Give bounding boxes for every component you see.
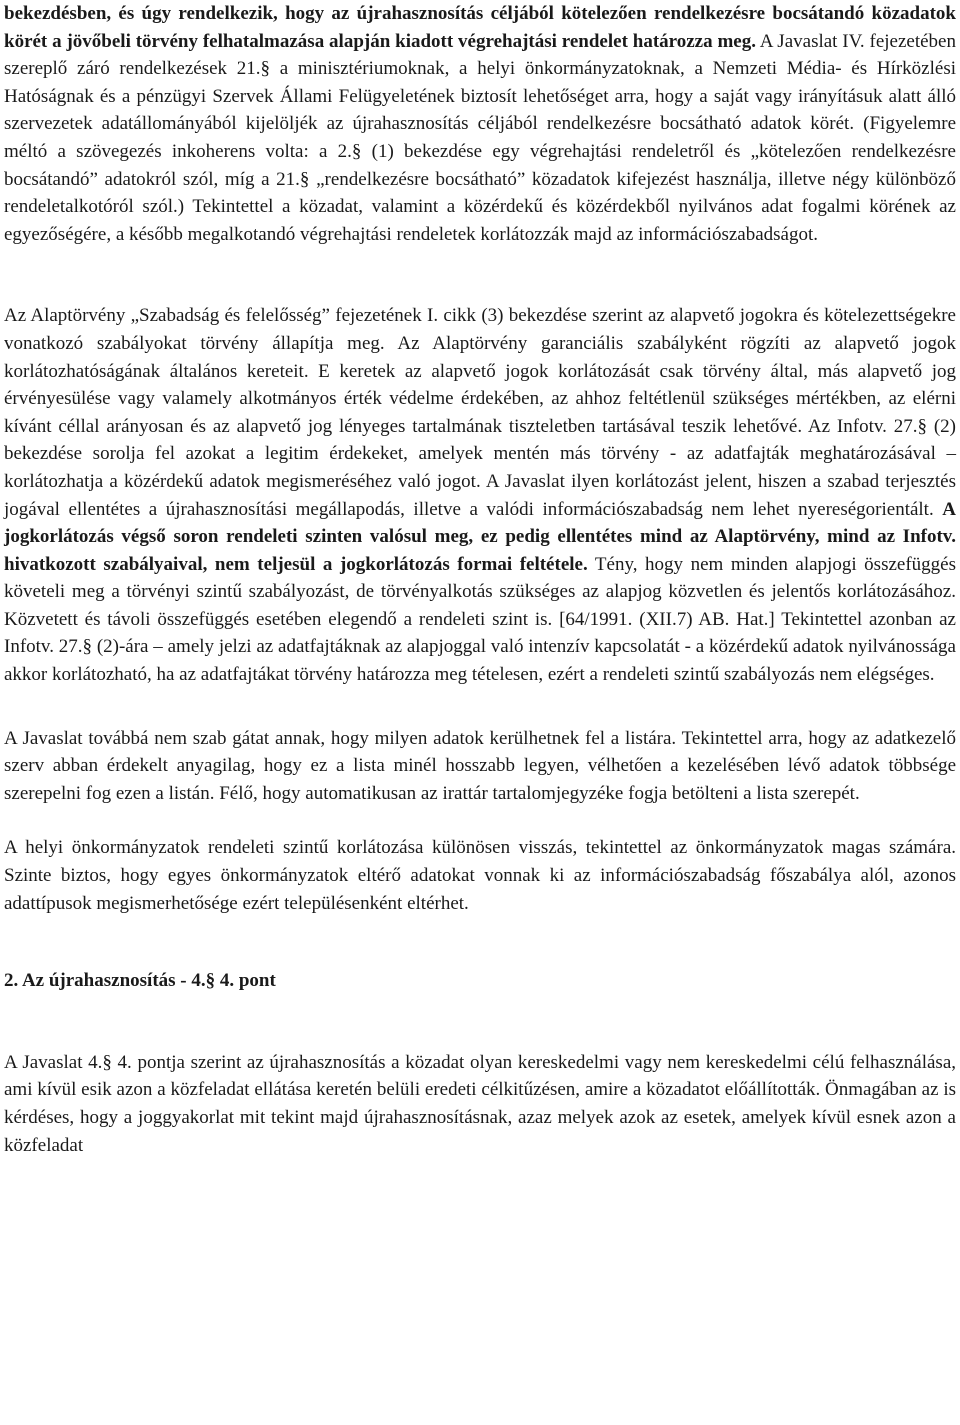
- paragraph-3: A Javaslat továbbá nem szab gátat annak, hogy milyen adatok kerülhetnek fel a listára. Tekintettel arra, hogy az adatkezelő szerv abban érdekelt anyagilag, hogy ez a lista minél hosszabb legyen, vélhetően a kezelésében lévő adatok többsége szerepelni fog ezen a listán. Félő, hogy automatikusan az irattár tartalomjegyzéke fogja betölteni a lista szerepét.: [4, 727, 956, 804]
- bold-intro-text: bekezdésben, és úgy rendelkezik, hogy az újrahasznosítás céljából kötelezően rendelkezésre bocsátandó közadatok körét a jövőbeli törvény felhatalmazása alapján kiadott végrehajtási rendelet határozza meg.: [4, 3, 956, 52]
- paragraph-5: A Javaslat 4.§ 4. pontja szerint az újrahasznosítás a közadat olyan kereskedelmi vagy nem kereskedelmi célú felhasználása, ami kívül esik azon a közfeladat ellátása keretén belüli eredeti célkitűzésen, amire a közadatot előállították. Önmagában az is kérdéses, hogy a joggyakorlat mit tekint majd újrahasznosításnak, azaz melyek azok az esetek, amelyek kívül esnek azon a közfeladat: [4, 1051, 956, 1156]
- spacer: [4, 917, 956, 967]
- bold-conclusion-text: A jogkorlátozás végső soron rendeleti szinten valósul meg, ez pedig ellentétes mind az Alaptörvény, mind az Infotv. hivatkozott szabályaival, nem teljesül a jogkorlátozás formai feltétele.: [4, 498, 956, 575]
- paragraph-4: A helyi önkormányzatok rendeleti szintű korlátozása különösen visszás, tekintettel az önkormányzatok magas számára. Szinte biztos, hogy egyes önkormányzatok eltérő adatokat vonnak ki az információszabadság főszabálya alól, azonos adattípusok megismerhetősége ezért településenként eltérhet.: [4, 837, 956, 914]
- spacer: [4, 995, 956, 1049]
- paragraph-1: [4, 0, 956, 248]
- spacer: [4, 689, 956, 725]
- paragraph-2: [4, 302, 956, 688]
- section-heading: 2. Az újrahasznosítás - 4.§ 4. pont: [4, 970, 276, 992]
- paragraph-1-text: A Javaslat IV. fejezetében szereplő záró rendelkezések 21.§ a minisztériumoknak, a helyi önkormányzatoknak, a Nemzeti Média- és Hírközlési Hatóságnak és a pénzügyi Szervek Állami Felügyeletének biztosít lehetőséget arra, hogy a saját vagy irányításuk alatt álló szervezetek adatállományából kijelöljék az újrahasznosítás céljából rendelkezésre bocsátható adatok körét. (Figyelemre méltó a szövegezés inkoherens volta: a 2.§ (1) bekezdése egy végrehajtási rendeletről és „kötelezően rendelkezésre bocsátandó” adatokról szól, míg a 21.§ „rendelkezésre bocsátható” közadatok kifejezést használja, illetve négy különböző rendeletalkotóról szól.) Tekintettel a közadat, valamint a közérdekű és közérdekből nyilvános adat fogalmi körének az egyezőségére, a később megalkotandó végrehajtási rendeletek korlátozzák majd az információszabadságot.: [4, 30, 956, 245]
- document-page: [4, 0, 956, 1159]
- paragraph-2-text: Az Alaptörvény „Szabadság és felelősség” fejezetének I. cikk (3) bekezdése szerint az alapvető jogokra és kötelezettségekre vonatkozó szabályokat törvény állapítja meg. Az Alaptörvény garanciális szabályként rögzíti az alapvető jogok korlátozhatóságának általános kereteit. E keretek az alapvető jogok korlátozását csak törvény által, más alapvető jog érvényesülése vagy valamely alkotmányos érték védelme érdekében, az ahhoz feltétlenül szükséges mértékben, az elérni kívánt céllal arányosan és az alapvető jog lényeges tartalmának tiszteletben tartásával teszik lehetővé. Az Infotv. 27.§ (2) bekezdése sorolja fel azokat a legitim érdekeket, amelyek mentén más törvény - az adatfajták meghatározásával – korlátozhatja a közérdekű adatok megismeréséhez való jogot. A Javaslat ilyen korlátozást jelent, hiszen a szabad terjesztés jogával ellentétes a újrahasznosítási megállapodás, illetve a valódi információszabadság nem lehet nyereségorientált.: [4, 305, 956, 520]
- spacer: [4, 807, 956, 834]
- spacer: [4, 248, 956, 302]
- paragraph-2-continuation: Tény, hogy nem minden alapjogi összefüggés követeli meg a törvényi szintű szabályozást, de törvényalkotás szükséges az alapjog közvetlen és jelentős korlátozásához. Közvetett és távoli összefüggés esetében elegendő a rendeleti szint is. [64/1991. (XII.7) AB. Hat.] Tekintettel azonban az Infotv. 27.§ (2)-ára – amely jelzi az adatfajtáknak az alapjoggal való intenzív kapcsolatát - a közérdekű adatok nyilvánossága akkor korlátozható, ha az adatfajtákat törvény határozza meg tételesen, ezért a rendeleti szintű szabályozás nem elégséges.: [4, 553, 956, 686]
